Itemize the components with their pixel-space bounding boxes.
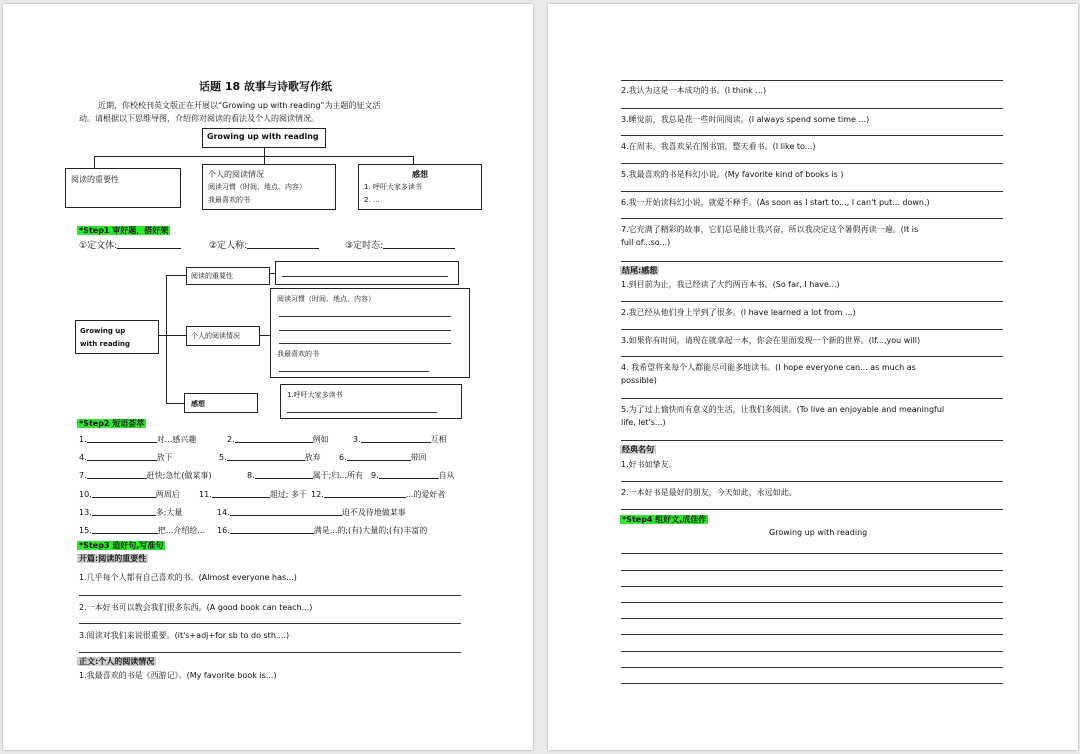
phrase-row-4c bbox=[311, 489, 445, 500]
ending-sentence-4-line2: possible) bbox=[621, 376, 657, 385]
phrase-blank[interactable] bbox=[347, 453, 411, 461]
quote-1: 1.好书如挚友。 bbox=[621, 460, 677, 469]
answer-line[interactable] bbox=[621, 191, 1003, 192]
mindmap1-node-personal-line2: 我最喜欢的书 bbox=[208, 196, 250, 204]
step1-person-blank[interactable] bbox=[247, 241, 319, 249]
body-sentence-4: 4.在周末，我喜欢呆在图书馆，整天看书。(I like to...) bbox=[621, 142, 816, 151]
essay-line[interactable] bbox=[621, 667, 1003, 668]
phrase-blank[interactable] bbox=[227, 453, 305, 461]
phrase-row-4b bbox=[199, 489, 307, 500]
mindmap2-call-label: 1.呼吁大家多读书 bbox=[287, 391, 343, 399]
step1-tense-blank[interactable] bbox=[383, 241, 455, 249]
phrase-blank[interactable] bbox=[92, 508, 156, 516]
ending-sentence-5-line2: life, let's...) bbox=[621, 418, 666, 427]
phrase-num: 1. bbox=[79, 435, 87, 444]
mindmap1-node-importance bbox=[65, 168, 181, 208]
step1-genre-blank[interactable] bbox=[117, 241, 181, 249]
ending-sentence-2: 2.我已经从他们身上学到了很多。(I have learned a lot from ...) bbox=[621, 308, 856, 317]
quotes-heading-text: 经典名句 bbox=[622, 445, 654, 454]
quotes-heading bbox=[620, 444, 656, 455]
ending-sentence-3: 3.如果你有时间，请现在就拿起一本，你会在里面发现一个新的世界。(If...,you will) bbox=[621, 336, 921, 345]
answer-line[interactable] bbox=[621, 356, 1003, 357]
phrase-blank[interactable] bbox=[92, 526, 158, 534]
phrase-meaning: 互相 bbox=[430, 435, 447, 444]
phrase-num: 15. bbox=[79, 526, 92, 535]
opening-heading bbox=[77, 553, 148, 564]
phrase-num: 3. bbox=[353, 435, 361, 444]
step1-person bbox=[209, 238, 319, 251]
mindmap2-node-personal: 个人的阅读情况 bbox=[186, 326, 260, 346]
mindmap2-habit-blank-2[interactable] bbox=[279, 330, 451, 331]
phrase-num: 7. bbox=[79, 471, 87, 480]
ending-sentence-4-line1: 4. 我希望将来每个人都能尽可能多地读书。(I hope everyone can... as much as bbox=[621, 363, 916, 372]
phrase-row-3 bbox=[79, 470, 212, 481]
mindmap2-root bbox=[75, 320, 159, 354]
answer-line[interactable] bbox=[621, 80, 1003, 81]
phrase-blank[interactable] bbox=[212, 490, 270, 498]
phrase-num: 11. bbox=[199, 490, 212, 499]
body-heading bbox=[77, 656, 156, 667]
mindmap2-fav-label: 我最喜欢的书 bbox=[277, 350, 319, 358]
mindmap2-call-blank[interactable] bbox=[287, 412, 437, 413]
essay-line[interactable] bbox=[621, 651, 1003, 652]
mindmap1-node-personal-line1: 阅读习惯（时间、地点、内容） bbox=[208, 183, 306, 191]
step4-heading-text: *Step4 组好文,成佳作 bbox=[622, 515, 707, 524]
mindmap1-drop-1 bbox=[94, 156, 95, 168]
step2-heading bbox=[77, 418, 146, 429]
phrase-row-1b bbox=[227, 434, 329, 445]
mindmap1-node-personal bbox=[202, 164, 336, 210]
mindmap2-node-importance: 阅读的重要性 bbox=[186, 267, 270, 285]
intro-line-1: 近期，你校校刊英文版正在开展以“Growing up with reading”为主题的征文活 bbox=[98, 101, 381, 110]
body-sentence-6: 6.我一开始读科幻小说，就爱不释手。(As soon as I start to..., I can't put... down.) bbox=[621, 198, 930, 207]
phrase-num: 2. bbox=[227, 435, 235, 444]
worksheet-title: 话题 18 故事与诗歌写作纸 bbox=[199, 80, 332, 93]
phrase-meaning: 满是...的;(有)大量的;(有)丰富的 bbox=[313, 526, 428, 535]
mindmap2-branch-2 bbox=[166, 335, 186, 336]
essay-line[interactable] bbox=[621, 683, 1003, 684]
body-sentence-5: 5.我最喜欢的书是科幻小说。(My favorite kind of books is ) bbox=[621, 170, 844, 179]
phrase-blank[interactable] bbox=[255, 471, 313, 479]
step1-genre bbox=[79, 238, 181, 251]
phrase-blank[interactable] bbox=[379, 471, 439, 479]
mindmap2-spine bbox=[166, 275, 167, 403]
ending-sentence-5-line1: 5.为了过上愉快而有意义的生活，让我们多阅读。(To live an enjoyable and meaningful bbox=[621, 405, 945, 414]
step1-heading-text: *Step1 审好题，搭好架 bbox=[79, 226, 169, 235]
phrase-row-6b bbox=[217, 525, 427, 536]
phrase-blank[interactable] bbox=[92, 490, 156, 498]
mindmap2-personal-answer-box bbox=[270, 288, 470, 378]
phrase-row-2b bbox=[219, 452, 321, 463]
opening-heading-text: 开篇:阅读的重要性 bbox=[79, 554, 147, 563]
phrase-num: 12. bbox=[311, 490, 324, 499]
body-sentence-3: 3.睡觉前，我总是花一些时间阅读。(I always spend some time ...) bbox=[621, 115, 870, 124]
phrase-meaning: 放弃 bbox=[304, 453, 321, 462]
answer-line[interactable] bbox=[621, 329, 1003, 330]
body-sentence-7-line2: full of...so...) bbox=[621, 238, 671, 247]
answer-line[interactable] bbox=[79, 623, 461, 624]
answer-line[interactable] bbox=[79, 595, 461, 596]
mindmap2-node-feelings: 感想 bbox=[184, 393, 258, 413]
mindmap2-importance-answer-box bbox=[275, 261, 459, 285]
phrase-meaning: 放下 bbox=[156, 453, 173, 462]
phrase-meaning: 把...介绍给... bbox=[157, 526, 205, 535]
step3-heading bbox=[77, 540, 165, 551]
phrase-row-4 bbox=[79, 489, 180, 500]
mindmap2-feelings-answer-box bbox=[280, 384, 462, 419]
answer-line[interactable] bbox=[621, 218, 1003, 219]
phrase-num: 6. bbox=[339, 453, 347, 462]
phrase-row-3c bbox=[371, 470, 455, 481]
phrase-meaning: 例如 bbox=[312, 435, 329, 444]
phrase-meaning: 属于;归...所有 bbox=[312, 471, 363, 480]
mindmap1-node-feelings-line1: 1. 呼吁大家多读书 bbox=[364, 183, 422, 191]
mindmap1-node-personal-title: 个人的阅读情况 bbox=[208, 170, 264, 179]
opening-sentence-2: 2.一本好书可以教会我们很多东西。(A good book can teach...) bbox=[79, 603, 313, 612]
essay-line[interactable] bbox=[621, 570, 1003, 571]
phrase-meaning: 迫不及待地做某事 bbox=[341, 508, 406, 517]
body-sentence-2: 2.我认为这是一本成功的书。(I think ...) bbox=[621, 86, 767, 95]
mindmap2-node2-connector bbox=[260, 335, 270, 336]
phrase-blank[interactable] bbox=[87, 471, 147, 479]
phrase-blank[interactable] bbox=[230, 526, 314, 534]
phrase-meaning: ...的爱好者 bbox=[405, 490, 446, 499]
body-sentence-7-line1: 7.它充满了精彩的故事，它们总是能让我兴奋，所以我决定这个暑假再读一遍。(It is bbox=[621, 225, 919, 234]
step1-tense bbox=[345, 238, 455, 251]
phrase-blank[interactable] bbox=[230, 508, 342, 516]
phrase-row-5 bbox=[79, 507, 182, 518]
essay-line[interactable] bbox=[621, 618, 1003, 619]
phrase-blank[interactable] bbox=[87, 453, 157, 461]
phrase-row-1 bbox=[79, 434, 196, 445]
phrase-meaning: 自从 bbox=[438, 471, 455, 480]
mindmap1-drop-2 bbox=[264, 156, 265, 164]
answer-line[interactable] bbox=[79, 652, 461, 653]
phrase-meaning: 对...感兴趣 bbox=[156, 435, 197, 444]
mindmap1-drop-3 bbox=[413, 156, 414, 164]
mindmap1-node-feelings-title: 感想 bbox=[412, 170, 428, 179]
ending-heading bbox=[620, 265, 659, 276]
essay-line[interactable] bbox=[621, 553, 1003, 554]
step3-heading-text: *Step3 造好句,写准句 bbox=[79, 541, 164, 550]
phrase-row-2c bbox=[339, 452, 427, 463]
step4-heading bbox=[620, 514, 708, 525]
quote-2: 2.一本好书是最好的朋友，今天如此，永远如此。 bbox=[621, 488, 797, 497]
phrase-num: 4. bbox=[79, 453, 87, 462]
worksheet-page-2 bbox=[548, 4, 1078, 750]
mindmap2-fav-blank[interactable] bbox=[279, 371, 429, 372]
answer-line[interactable] bbox=[621, 440, 1003, 441]
mindmap1-root: Growing up with reading bbox=[202, 128, 326, 148]
answer-line[interactable] bbox=[621, 163, 1003, 164]
body-sentence-1: 1.我最喜欢的书是《西游记》。(My favorite book is...) bbox=[79, 671, 277, 680]
answer-line[interactable] bbox=[621, 135, 1003, 136]
phrase-num: 14. bbox=[217, 508, 230, 517]
phrase-blank[interactable] bbox=[235, 435, 313, 443]
step1-heading bbox=[77, 225, 170, 236]
phrase-row-2 bbox=[79, 452, 173, 463]
phrase-num: 9. bbox=[371, 471, 379, 480]
answer-line[interactable] bbox=[621, 301, 1003, 302]
phrase-row-6 bbox=[79, 525, 205, 536]
phrase-meaning: 赶快;急忙(做某事) bbox=[146, 471, 212, 480]
step1-tense-label: ③定时态: bbox=[345, 241, 384, 251]
mindmap2-branch-1 bbox=[166, 275, 186, 276]
mindmap2-habit-label: 阅读习惯（时间、地点、内容） bbox=[277, 295, 375, 303]
mindmap1-node-feelings bbox=[358, 164, 482, 210]
opening-sentence-3: 3.阅读对我们来说很重要。(it's+adj+for sb to do sth....) bbox=[79, 631, 290, 640]
worksheet-page-1 bbox=[3, 4, 533, 750]
phrase-row-3b bbox=[247, 470, 363, 481]
phrase-meaning: 超过; 多于 bbox=[269, 490, 307, 499]
phrase-row-1c bbox=[353, 434, 447, 445]
phrase-row-5b bbox=[217, 507, 406, 518]
phrase-blank[interactable] bbox=[87, 435, 157, 443]
mindmap1-node-feelings-line2: 2. ... bbox=[364, 196, 380, 204]
phrase-num: 10. bbox=[79, 490, 92, 499]
answer-line[interactable] bbox=[621, 261, 1003, 262]
mindmap2-root-line2: with reading bbox=[80, 340, 130, 348]
phrase-meaning: 两周后 bbox=[155, 490, 180, 499]
intro-line-2: 动。请根据以下思维导图，介绍你对阅读的看法及个人的阅读情况。 bbox=[79, 114, 319, 123]
mindmap2-importance-blank[interactable] bbox=[282, 276, 448, 277]
mindmap2-habit-blank-1[interactable] bbox=[279, 316, 451, 317]
answer-line[interactable] bbox=[621, 509, 1003, 510]
mindmap1-branch-line bbox=[94, 156, 413, 157]
phrase-num: 16. bbox=[217, 526, 230, 535]
mindmap1-connector bbox=[264, 148, 265, 156]
essay-line[interactable] bbox=[621, 586, 1003, 587]
mindmap1-node-importance-label: 阅读的重要性 bbox=[71, 175, 119, 184]
step1-genre-label: ①定文体: bbox=[79, 241, 118, 251]
essay-line[interactable] bbox=[621, 634, 1003, 635]
step1-person-label: ②定人称: bbox=[209, 241, 248, 251]
mindmap2-root-line1: Growing up bbox=[80, 327, 126, 335]
answer-line[interactable] bbox=[621, 108, 1003, 109]
ending-heading-text: 结尾:感想 bbox=[622, 266, 658, 275]
essay-line[interactable] bbox=[621, 602, 1003, 603]
phrase-meaning: 多;大量 bbox=[155, 508, 183, 517]
phrase-num: 8. bbox=[247, 471, 255, 480]
phrase-meaning: 带回 bbox=[410, 453, 427, 462]
body-heading-text: 正文:个人的阅读情况 bbox=[79, 657, 155, 666]
opening-sentence-1: 1.几乎每个人都有自己喜欢的书。(Almost everyone has...) bbox=[79, 573, 297, 582]
mindmap2-branch-3 bbox=[166, 403, 184, 404]
essay-title: Growing up with reading bbox=[769, 528, 868, 537]
answer-line[interactable] bbox=[621, 481, 1003, 482]
step2-heading-text: *Step2 短语荟萃 bbox=[79, 419, 145, 428]
phrase-num: 5. bbox=[219, 453, 227, 462]
answer-line[interactable] bbox=[621, 398, 1003, 399]
phrase-blank[interactable] bbox=[324, 490, 406, 498]
phrase-blank[interactable] bbox=[361, 435, 431, 443]
mindmap2-habit-blank-3[interactable] bbox=[279, 343, 451, 344]
phrase-num: 13. bbox=[79, 508, 92, 517]
ending-sentence-1: 1.到目前为止，我已经读了大约两百本书。(So far, I have...) bbox=[621, 280, 840, 289]
